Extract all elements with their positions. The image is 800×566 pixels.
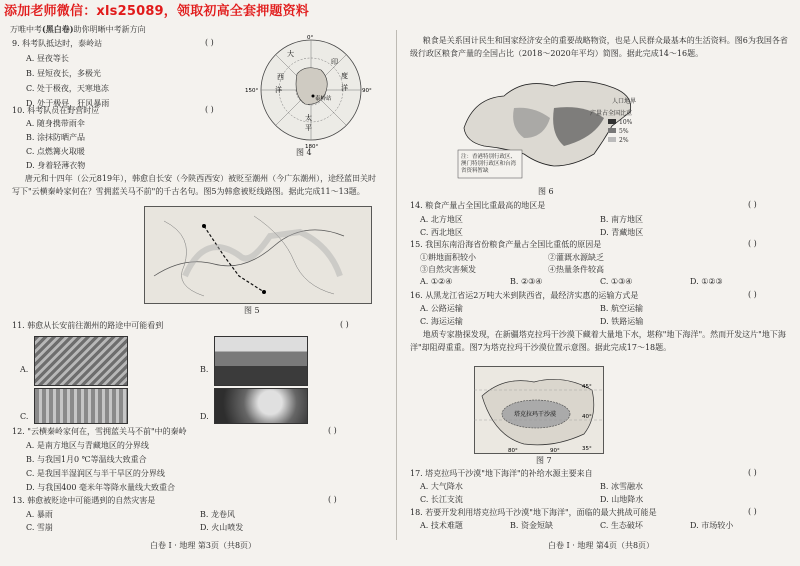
- map-label: 西: [277, 73, 284, 81]
- photo-option-11d: [214, 388, 308, 424]
- option-10a: A. 随身携带雨伞: [26, 119, 85, 128]
- option-15b: B. ②③④: [510, 277, 543, 286]
- option-17a: A. 大气降水: [420, 482, 463, 491]
- degree-label: 0°: [307, 35, 314, 41]
- city-marker: [262, 290, 266, 294]
- answer-paren-10: ( ): [205, 105, 214, 114]
- passage-17-18: 地质专家勘探发现，在新疆塔克拉玛干沙漠下藏着大量地下水，堪称"地下海洋"。然而开发这片"地下海洋"却阻碍重重。图7为塔克拉玛干沙漠位置示意图。据此完成17～18题。: [410, 330, 786, 352]
- option-9c: C. 处于极夜，天寒地冻: [26, 84, 109, 93]
- option-17d: D. 山地降水: [600, 495, 644, 504]
- map-label: 太: [305, 114, 312, 122]
- option-13c: C. 雪崩: [26, 523, 53, 532]
- answer-paren-11: ( ): [340, 320, 349, 329]
- option-15-4: ④热量条件较高: [548, 265, 604, 274]
- map-label: 印: [331, 58, 338, 66]
- option-18a: A. 技术难题: [420, 521, 463, 530]
- option-12c: C. 是我国半湿润区与半干旱区的分界线: [26, 469, 165, 478]
- photo-option-11a: [34, 336, 128, 386]
- option-15c: C. ①③④: [600, 277, 633, 286]
- question-12: 12. "云横秦岭家何在，雪拥蓝关马不前"中的秦岭: [12, 427, 187, 436]
- option-18d: D. 市场较小: [690, 521, 734, 530]
- option-15d: D. ①②③: [690, 277, 723, 286]
- passage-11-13: 唐元和十四年（公元819年），韩愈自长安（今陕西西安）被贬至潮州（今广东潮州），途经蓝田关时写下"云横秦岭家何在？雪拥蓝关马不前"的千古名句。图5为韩愈被贬线路图。据此完成11～13题。: [12, 174, 377, 196]
- map-note: 注：香港特别行政区、澳门特别行政区和台湾省资料暂缺: [461, 154, 517, 174]
- legend-swatch: [608, 137, 616, 142]
- legend-item: 5%: [608, 127, 632, 136]
- degree-label: 80°: [508, 448, 518, 454]
- option-18b: B. 资金短缺: [510, 521, 553, 530]
- scan-noise-overlay: [180, 226, 350, 282]
- legend: [608, 118, 632, 145]
- answer-paren-9: ( ): [205, 38, 214, 47]
- option-13b: B. 龙卷风: [200, 510, 235, 519]
- map-label: 度: [341, 72, 348, 80]
- option-14c: C. 西北地区: [420, 228, 463, 237]
- desert-map-figure: [474, 366, 604, 454]
- legend-item: 10%: [608, 118, 632, 127]
- legend-item: 2%: [608, 136, 632, 145]
- station-label: 泰岭站: [315, 96, 332, 102]
- answer-paren-16: ( ): [748, 290, 757, 299]
- option-9a: A. 昼夜等长: [26, 54, 69, 63]
- degree-label: 40°: [582, 414, 592, 420]
- option-14d: D. 青藏地区: [600, 228, 644, 237]
- option-15-2: ②灌溉水源缺乏: [548, 253, 604, 262]
- legend-title: 产量占全国比重: [590, 110, 633, 117]
- map-label: 大: [287, 50, 294, 58]
- figure-6-caption: 图 6: [538, 187, 554, 196]
- map-label: 洋: [275, 86, 282, 94]
- legend-top-label: 人口地界: [612, 98, 637, 105]
- station-marker: [312, 95, 315, 98]
- answer-paren-14: ( ): [748, 200, 757, 209]
- degree-label: 150°: [245, 88, 259, 94]
- option-12a: A. 是南方地区与青藏地区的分界线: [26, 441, 149, 450]
- option-11c: C.: [20, 412, 29, 421]
- option-10c: C. 点燃篝火取暖: [26, 147, 85, 156]
- option-14a: A. 北方地区: [420, 215, 463, 224]
- degree-label: 180°: [305, 144, 319, 150]
- option-11d: D.: [200, 412, 209, 421]
- option-10d: D. 身着轻薄衣物: [26, 161, 86, 170]
- page-header: 万唯中考(黑白卷)助你明晰中考新方向: [10, 24, 146, 34]
- photo-option-11c: [34, 388, 128, 424]
- map-label: 平: [305, 124, 312, 132]
- question-15: 15. 我国东南沿海省份粮食产量占全国比重低的原因是: [410, 240, 602, 249]
- option-16c: C. 海运运输: [420, 317, 463, 326]
- figure-5-caption: 图 5: [244, 306, 260, 315]
- degree-label: 90°: [550, 448, 560, 454]
- degree-label: 35°: [582, 446, 592, 452]
- option-14b: B. 南方地区: [600, 215, 643, 224]
- degree-label: 90°: [362, 88, 372, 94]
- watermark-banner: 添加老师微信：xls25089，领取初高全套押题资料: [4, 4, 310, 19]
- option-18c: C. 生态破坏: [600, 521, 643, 530]
- option-11a: A.: [20, 365, 29, 374]
- question-17: 17. 塔克拉玛干沙漠"地下海洋"的补给水源主要来自: [410, 469, 593, 478]
- degree-label: 45°: [582, 384, 592, 390]
- figure-7-caption: 图 7: [536, 456, 552, 465]
- option-11b: B.: [200, 365, 209, 374]
- option-15-3: ③自然灾害频发: [420, 265, 476, 274]
- option-16a: A. 公路运输: [420, 304, 463, 313]
- photo-option-11b: [214, 336, 308, 386]
- question-11: 11. 韩愈从长安前往潮州的路途中可能看到: [12, 321, 164, 330]
- map-label: 洋: [341, 84, 348, 92]
- option-9b: B. 昼短夜长，多极光: [26, 69, 101, 78]
- polar-map-figure: [245, 34, 377, 152]
- question-13: 13. 韩愈被贬途中可能遇到的自然灾害是: [12, 496, 156, 505]
- footer-page-4: 白卷 I · 地理 第4页（共8页）: [548, 541, 655, 550]
- question-9: 9. 科考队抵达时，泰岭站: [12, 39, 103, 48]
- passage-14-16: 粮食是关系国计民生和国家经济安全的重要战略物资，也是人民群众最基本的生活资料。图6为我国各省级行政区粮食产量的全国占比（2018～2020年平均）简图。据此完成14～16题。: [410, 36, 788, 58]
- legend-swatch: [608, 119, 616, 124]
- answer-paren-15: ( ): [748, 239, 757, 248]
- option-13d: D. 火山喷发: [200, 523, 244, 532]
- question-10: 10. 科考队员在野营时应: [12, 106, 100, 115]
- legend-swatch: [608, 128, 616, 133]
- option-17c: C. 长江支流: [420, 495, 463, 504]
- answer-paren-13: ( ): [328, 495, 337, 504]
- column-divider: [396, 30, 397, 540]
- footer-page-3: 白卷 I · 地理 第3页（共8页）: [150, 541, 257, 550]
- option-17b: B. 冰雪融水: [600, 482, 643, 491]
- noise-stroke: [185, 232, 340, 276]
- answer-paren-18: ( ): [748, 507, 757, 516]
- figure-4-caption: 图 4: [296, 148, 312, 157]
- desert-label: 塔克拉玛干沙漠: [514, 411, 557, 418]
- option-16d: D. 铁路运输: [600, 317, 644, 326]
- option-15a: A. ①②④: [420, 277, 453, 286]
- option-16b: B. 航空运输: [600, 304, 643, 313]
- question-14: 14. 粮食产量占全国比重最高的地区是: [410, 201, 546, 210]
- question-16: 16. 从黑龙江省运2万吨大米到陕西省，最经济实惠的运输方式是: [410, 291, 639, 300]
- option-10b: B. 涂抹防晒产品: [26, 133, 85, 142]
- option-9d: D. 处于极昼，狂风暴雨: [26, 99, 110, 108]
- option-12b: B. 与我国1月0 ℃等温线大致重合: [26, 455, 147, 464]
- option-15-1: ①耕地面积较小: [420, 253, 476, 262]
- answer-paren-12: ( ): [328, 426, 337, 435]
- answer-paren-17: ( ): [748, 468, 757, 477]
- question-18: 18. 若要开发利用塔克拉玛干沙漠"地下海洋"，面临的最大挑战可能是: [410, 508, 657, 517]
- option-12d: D. 与我国400 毫米年等降水量线大致重合: [26, 483, 176, 492]
- option-13a: A. 暴雨: [26, 510, 53, 519]
